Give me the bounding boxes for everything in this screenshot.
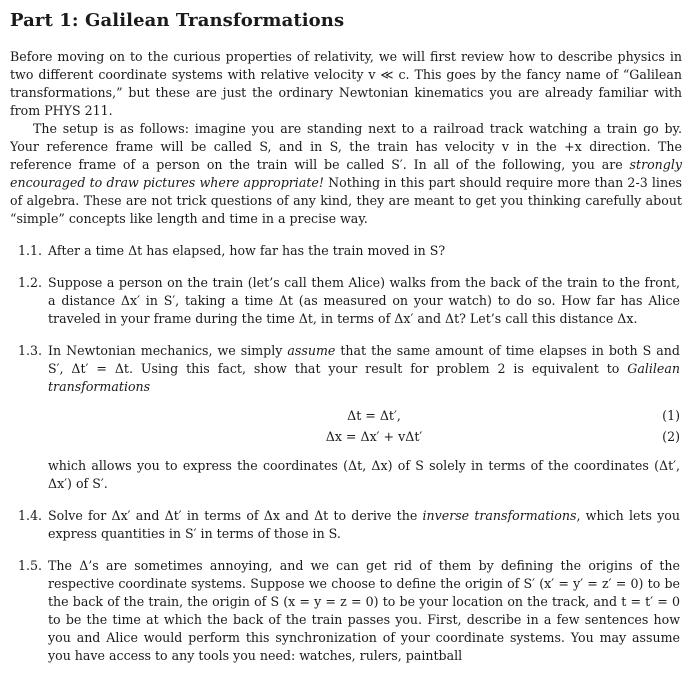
problem-text-b: , which lets you express quantities in S′ in terms of those in S. <box>48 508 680 541</box>
problem-1-2 <box>10 274 682 328</box>
problem-number: 1.5. <box>18 558 43 573</box>
problem-text: Suppose a person on the train (let’s call them Alice) walks from the back of the train to the front, a distance Δx′ in S′, taking a time Δt (as measured on your watch) to do so. How far has Alice traveled in your frame during the time Δt, in terms of Δx′ and Δt? Let’s call this distance Δx. <box>48 275 680 326</box>
problem-followup: which allows you to express the coordinates (Δt, Δx) of S solely in terms of the coordinates (Δt′, Δx′) of S′. <box>48 458 680 491</box>
problem-text: The Δ’s are sometimes annoying, and we can get rid of them by defining the origins of the respective coordinate systems. Suppose we choose to define the origin of S′ (x′ = y′ = z′ = 0) to be the back of the train, the origin of S (x = y = z = 0) to be your location on the track, and t = t′ = 0 to be the time at which the back of the train passes you. First, describe in a few sentences how you and Alice would perform this synchronization of your coordinate systems. You may assume you have access to any tools you need: watches, rulers, paintball <box>48 558 680 663</box>
equation-row <box>48 426 680 447</box>
intro-paragraph: Before moving on to the curious properties of relativity, we will first review how to describe physics in two different coordinate systems with relative velocity v ≪ c. This goes by the fancy name of “Galilean transformations,” but these are just the ordinary Newtonian kinematics you are already familiar with from PHYS 211. <box>10 49 682 118</box>
problem-emphasis-2: Galilean transformations <box>48 361 680 394</box>
problem-1-5 <box>10 557 682 665</box>
problem-text <box>48 507 682 543</box>
equation-number: (1) <box>662 407 680 423</box>
problem-list <box>10 242 682 665</box>
problem-body <box>48 342 682 493</box>
problem-1-3 <box>10 342 682 493</box>
problem-emphasis: inverse transformations <box>422 508 577 523</box>
setup-text-b: Nothing in this part should require more than 2-3 lines of algebra. These are not trick questions of any kind, they are meant to get you thinking carefully about “simple” concepts like length and time in a precise way. <box>10 175 682 226</box>
section-title: Part 1: Galilean Transformations <box>10 10 345 31</box>
problem-text-a: Solve for Δx′ and Δt′ in terms of Δx and Δt to derive the <box>48 508 423 523</box>
problem-text <box>48 342 680 396</box>
equation: Δt = Δt′, <box>347 407 401 423</box>
problem-number: 1.3. <box>18 343 43 358</box>
problem-text: After a time Δt has elapsed, how far has the train moved in S? <box>48 243 446 258</box>
problem-1-4 <box>10 507 682 543</box>
problem-number: 1.4. <box>18 508 43 523</box>
equation: Δx = Δx′ + vΔt′ <box>325 428 423 444</box>
equation-row <box>48 405 680 426</box>
problem-number: 1.2. <box>18 275 43 290</box>
setup-paragraph <box>10 120 682 228</box>
equation-number: (2) <box>662 428 680 444</box>
problem-text-a: In Newtonian mechanics, we simply <box>48 343 288 358</box>
equation-block <box>48 405 680 447</box>
problem-text-b: that the same amount of time elapses in both S and S′, Δt′ = Δt. Using this fact, show that your result for problem 2 is equivalent to <box>48 343 680 376</box>
problem-1-1 <box>10 242 682 260</box>
problem-number: 1.1. <box>18 243 43 258</box>
problem-emphasis: assume <box>287 343 336 358</box>
setup-emphasis: strongly encouraged to draw pictures where appropriate! <box>10 157 682 190</box>
setup-text-a: The setup is as follows: imagine you are standing next to a railroad track watching a train go by. Your reference frame will be called S, and in S, the train has velocity v in the +x direction. The reference frame of a person on the train will be called S′. In all of the following, you are <box>10 121 682 172</box>
